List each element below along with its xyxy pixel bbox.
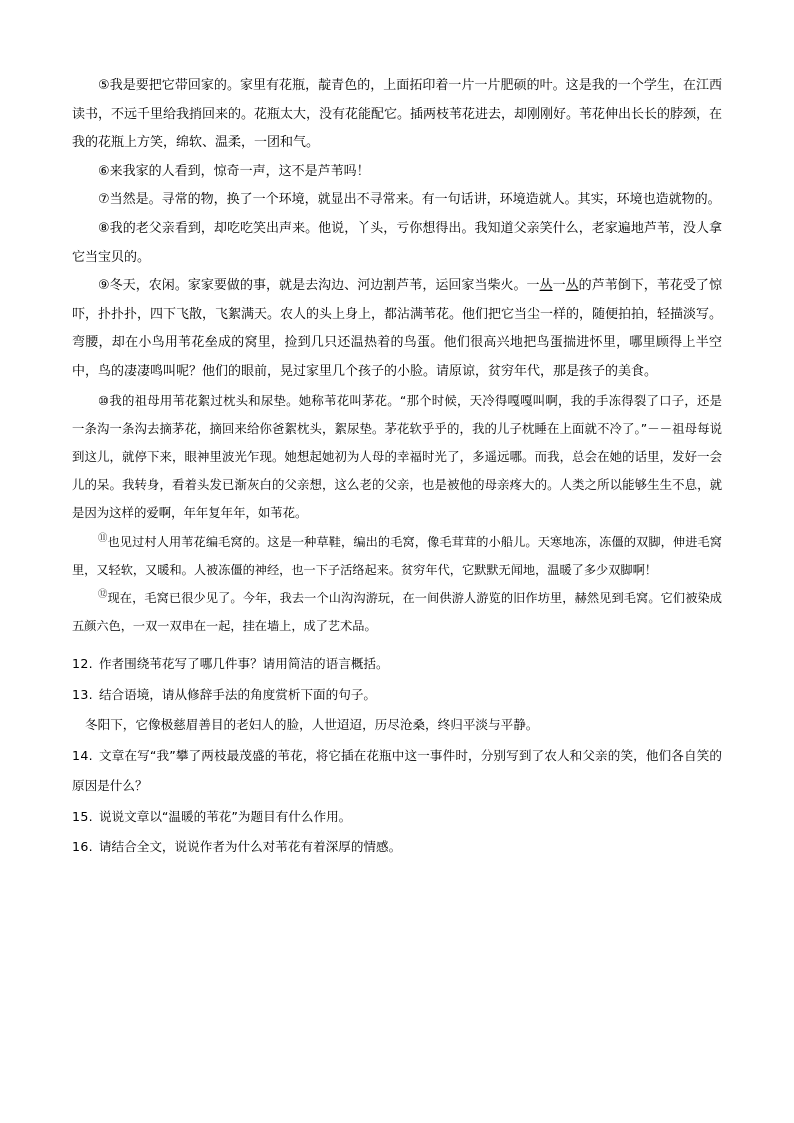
paragraph-marker-12: ⑫ [98, 588, 108, 600]
question-item-16 [72, 832, 722, 863]
question-item-12 [72, 649, 722, 680]
question-text-13: 结合语境，请从修辞手法的角度赏析下面的句子。 [98, 686, 376, 702]
question-list [72, 649, 722, 863]
passage-paragraph-11 [72, 528, 722, 584]
passage-body [72, 72, 722, 640]
question-text-15: 说说文章以“温暖的苇花”为题目有什么作用。 [98, 808, 352, 824]
question-number-13: 13. [72, 686, 93, 702]
underlined-word-1: 丛 [539, 278, 553, 294]
paragraph-marker-5: ⑤ [98, 78, 110, 93]
question-text-16: 请结合全文，说说作者为什么对苇花有着深厚的情感。 [98, 839, 402, 855]
paragraph-text-6: 来我家的人看到，惊奇一声，这不是芦苇吗！ [109, 163, 370, 179]
passage-paragraph-6 [72, 158, 722, 187]
question-item-14 [72, 741, 722, 802]
question-text-12: 作者围绕苇花写了哪几件事？请用简洁的语言概括。 [98, 656, 389, 672]
question-item-15 [72, 802, 722, 833]
question-number-12: 12. [72, 656, 93, 672]
question-number-16: 16. [72, 839, 93, 855]
paragraph-text-9-part-3: 的芦苇倒下，苇花受了惊吓，扑扑扑，四下飞散，飞絮满天。农人的头上身上，都沾满苇花。他们把它当尘一样的，随便拍拍，轻描淡写。弯腰，却在小鸟用苇花垒成的窝里，捡到几只还温热着的鸟蛋。他们很高兴地把鸟蛋揣进怀里，哪里顾得上半空中，鸟的凄凄鸣叫呢？他们的眼前，晃过家里几个孩子的小脸。请原谅，贫穷年代，那是孩子的美食。 [72, 278, 723, 379]
paragraph-text-11: 也见过村人用苇花编毛窝的。这是一种草鞋，编出的毛窝，像毛茸茸的小船儿。天寒地冻，冻僵的双脚，伸进毛窝里，又轻软，又暖和。人被冻僵的神经，也一下子活络起来。贫穷年代，它默默无闻地，温暖了多少双脚啊！ [72, 534, 722, 577]
paragraph-text-12: 现在，毛窝已很少见了。今年，我去一个山沟沟游玩，在一间供游人游览的旧作坊里，赫然见到毛窝。它们被染成五颜六色，一双一双串在一起，挂在墙上，成了艺术品。 [72, 590, 722, 634]
paragraph-marker-11: ⑪ [98, 532, 108, 544]
paragraph-text-5: 我是要把它带回家的。家里有花瓶，靛青色的，上面拓印着一片一片肥硕的叶。这是我的一个学生，在江西读书，不远千里给我捎回来的。花瓶太大，没有花能配它。插两枝苇花进去，却刚刚好。苇花伸出长长的脖颈，在我的花瓶上方笑，绵软、温柔，一团和气。 [72, 78, 723, 151]
passage-paragraph-7 [72, 186, 722, 215]
passage-paragraph-10 [72, 387, 722, 528]
paragraph-text-7: 当然是。寻常的物，换了一个环境，就显出不寻常来。有一句话讲，环境造就人。其实，环境也造就物的。 [109, 192, 721, 208]
paragraph-text-9-part-2: 一 [552, 278, 566, 294]
paragraph-text-10: 我的祖母用苇花絮过枕头和尿垫。她称苇花叫茅花。“那个时候，天冷得嘎嘎叫啊，我的手冻得裂了口子，还是一条沟一条沟去摘茅花，摘回来给你爸絮枕头，絮尿垫。茅花软乎乎的，我的儿子枕睡在上面就不冷了。”－－祖母每说到这儿，就停下来，眼神里波光乍现。她想起她初为人母的幸福时光了，多遥远哪。而我，总会在她的话里，发好一会儿的呆。我转身，看着头发已渐灰白的父亲想，这么老的父亲，也是被他的母亲疼大的。人类之所以能够生生不息，就是因为这样的爱啊，年年复年年，如苇花。 [72, 392, 723, 521]
paragraph-marker-6: ⑥ [98, 163, 110, 179]
paragraph-text-9-part-1: 冬天，农闲。家家要做的事，就是去沟边、河边割芦苇，运回家当柴火。一 [109, 278, 540, 294]
underlined-word-2: 丛 [565, 278, 579, 294]
question-number-14: 14. [72, 747, 93, 763]
paragraph-marker-10: ⑩ [98, 392, 110, 408]
question-item-13 [72, 680, 722, 711]
passage-paragraph-8 [72, 215, 722, 272]
paragraph-marker-9: ⑨ [98, 278, 110, 294]
passage-paragraph-9 [72, 272, 722, 386]
question-13-quote: 冬阳下，它像极慈眉善目的老妇人的脸，人世迢迢，历尽沧桑，终归平淡与平静。 [85, 717, 539, 733]
question-number-15: 15. [72, 808, 93, 824]
paragraph-text-8: 我的老父亲看到，却吃吃笑出声来。他说，丫头，亏你想得出。我知道父亲笑什么，老家遍地芦苇，没人拿它当宝贝的。 [72, 220, 722, 265]
page-content [72, 72, 722, 863]
question-text-14: 文章在写“我”攀了两枝最茂盛的苇花，将它插在花瓶中这一事件时，分别写到了农人和父亲的笑，他们各自笑的原因是什么？ [72, 747, 722, 794]
paragraph-marker-8: ⑧ [98, 220, 110, 236]
passage-paragraph-5 [72, 72, 722, 158]
paragraph-marker-7: ⑦ [98, 192, 110, 208]
passage-paragraph-12 [72, 584, 722, 640]
